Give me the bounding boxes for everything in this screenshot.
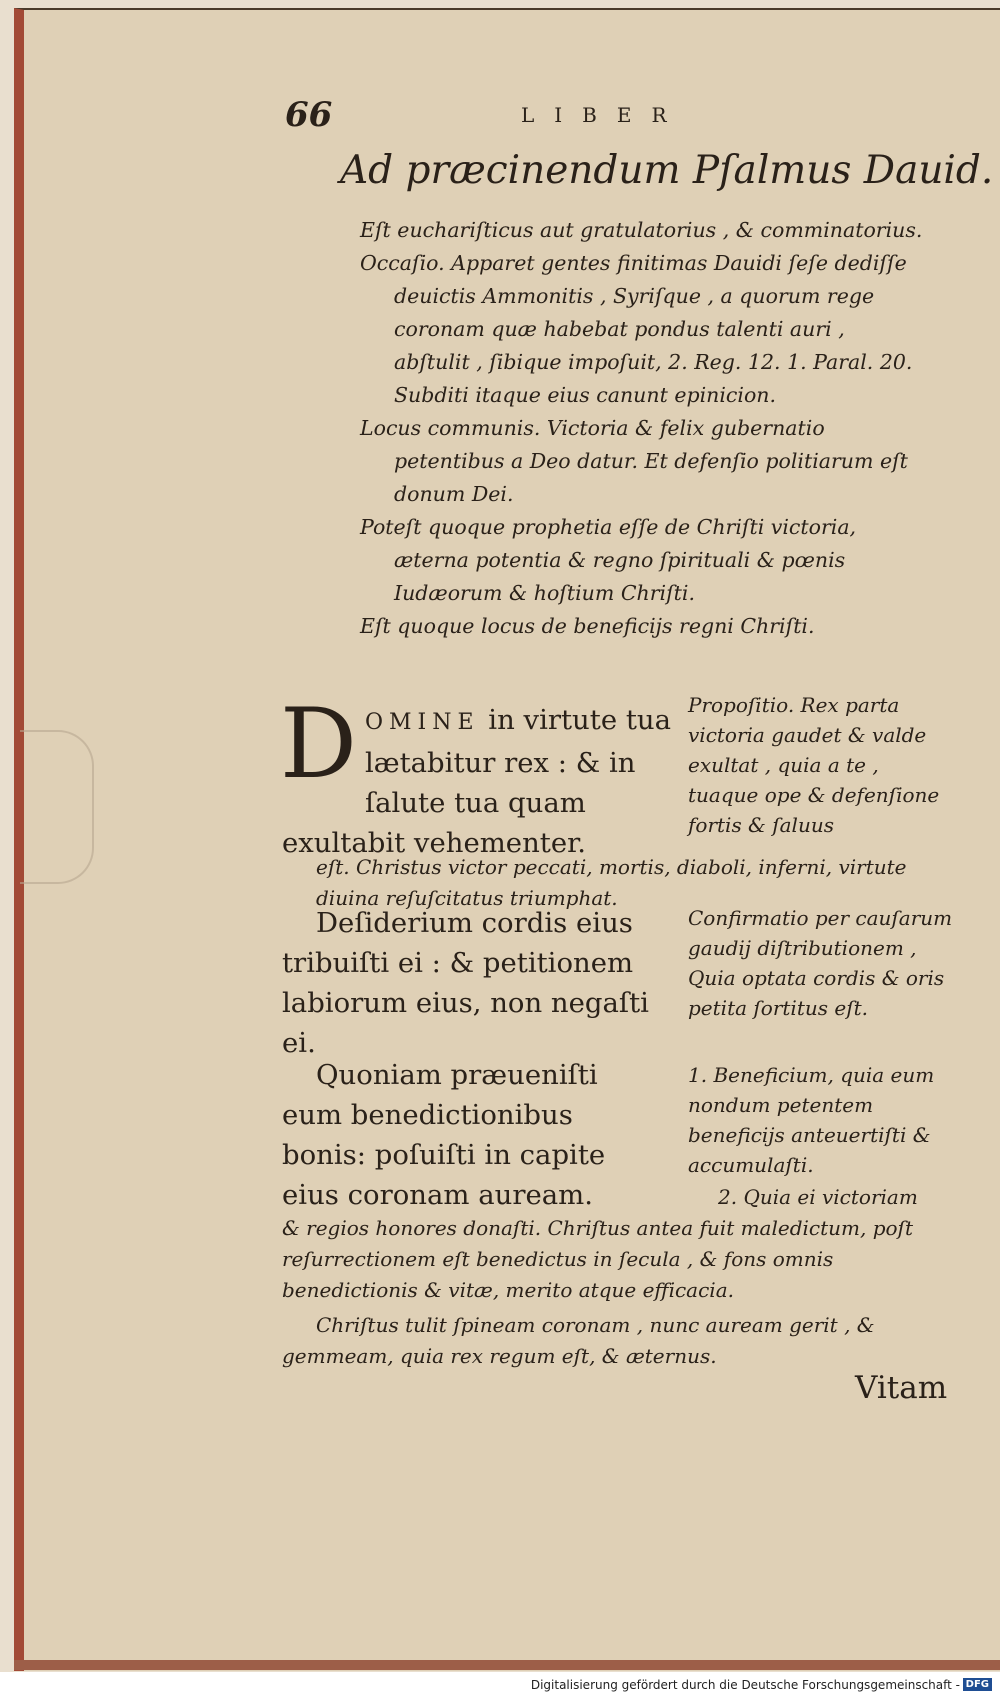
running-head: LIBER [521, 103, 687, 127]
closing-paragraph: Chriſtus tulit ſpineam coronam , nunc auream gerit , & gemmeam, quia rex regum eſt, & æternus. [282, 1313, 875, 1368]
psalm-title: Ad præcinendum Pſalmus Dauid. [340, 148, 994, 193]
bookmark-ribbon [20, 730, 94, 884]
gloss-confirmatio: Confirmatio per cauſarum gaudij diſtributionem , Quia optata cordis & oris petita ſortitus eſt. [688, 906, 953, 1020]
intro-paragraph: Occaſio. Apparet gentes finitimas Dauidi ſeſe dediſſe deuictis Ammonitis , Syriſque , a quorum rege coronam quæ habebat pondus talenti auri , abſtulit , ſibique impoſuit, 2. Reg. 12. 1. Paral. 20. Subditi itaque eius canunt epinicion. [360, 251, 913, 407]
verse-1-text: in virtute tua lætabitur rex : & in ſalute tua quam exultabit vehementer. [282, 704, 671, 859]
closing-paragraph: & regios honores donaſti. Chriſtus antea fuit maledictum, poſt reſurrectionem eſt benedictus in ſecula , & fons omnis benedictionis & vitæ, merito atque efficacia. [282, 1216, 913, 1302]
dfg-logo: DFG [963, 1678, 992, 1691]
intro-paragraph: Eſt quoque locus de beneficijs regni Chriſti. [360, 614, 815, 638]
footer-credit: Digitalisierung gefördert durch die Deutsche Forschungsgemeinschaft - [530, 1678, 960, 1692]
page-number: 66 [285, 95, 333, 135]
catchword: Vitam [855, 1370, 948, 1406]
verse-3: Quoniam præueniſti eum benedictionibus bonis: poſuiſti in capite eius coronam auream. [282, 1059, 606, 1211]
gloss-propositio: Propoſitio. Rex parta victoria gaudet & valde exultat , quia a te , tuaque ope & defenſione fortis & ſaluus [688, 693, 940, 837]
intro-paragraph: Poteſt quoque prophetia eſſe de Chriſti victoria, æterna potentia & regno ſpirituali & pœnis Iudæorum & hoſtium Chriſti. [360, 515, 857, 605]
psalm-introduction [360, 214, 925, 643]
gloss-beneficium-1: 1. Beneficium, quia eum nondum petentem beneficijs anteuertiſti & accumulaſti. [688, 1063, 935, 1177]
verse-1 [280, 688, 672, 863]
closing-commentary [282, 1213, 957, 1372]
intro-paragraph: Eſt euchariſticus aut gratulatorius , & comminatorius. [360, 218, 923, 242]
page-edge [14, 1660, 1000, 1670]
verse-1-small-caps: OMINE [364, 710, 480, 735]
drop-cap-initial: D [280, 688, 357, 800]
gloss-propositio-continued: eſt. Christus victor peccati, mortis, diaboli, inferni, virtute diuina reſuſcitatus triumphat. [316, 855, 907, 910]
intro-paragraph: Locus communis. Victoria & felix gubernatio petentibus a Deo datur. Et defenſio politiarum eſt donum Dei. [360, 416, 908, 506]
verse-2: Deſiderium cordis eius tribuiſti ei : & petitionem labiorum eius, non negaſti ei. [282, 907, 649, 1059]
gloss-beneficium-2: 2. Quia ei victoriam [718, 1185, 918, 1209]
